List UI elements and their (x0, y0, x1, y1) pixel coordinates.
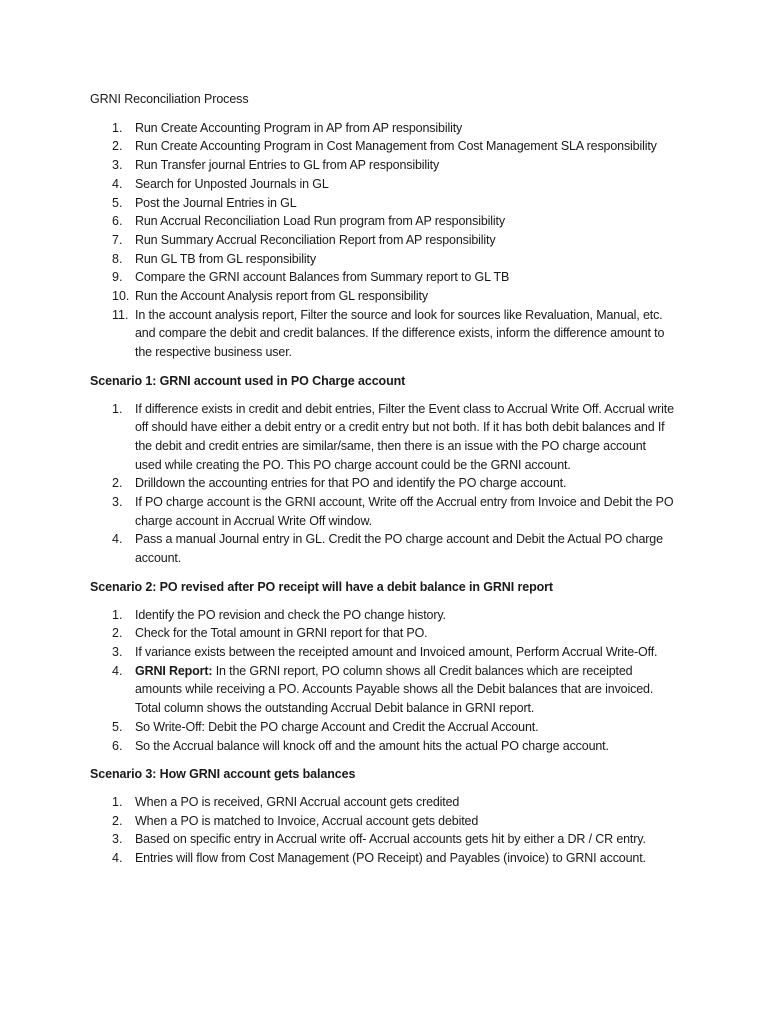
list-text: Entries will flow from Cost Management (PO Receipt) and Payables (invoice) to GRNI account. (135, 851, 646, 866)
list-number: 11. (112, 307, 129, 322)
list-item (90, 474, 708, 493)
list-number: 9. (112, 270, 123, 285)
list-text: So Write-Off: Debit the PO charge Account and Credit the Accrual Account. (135, 719, 539, 734)
list-item (90, 662, 708, 718)
list-number: 1. (112, 794, 123, 809)
process-steps-list (90, 119, 708, 362)
list-number: 2. (112, 626, 123, 641)
list-text: If difference exists in credit and debit entries, Filter the Event class to Accrual Write Off. Accrual write off should have either a debit entry or a credit entry but not both. If it has both debit balances and If the debit and credit entries are similar/same, then there is an issue with the PO charge account used while creating the PO. This PO charge account could be the GRNI account. (135, 401, 674, 472)
list-text (135, 662, 675, 718)
list-text: If PO charge account is the GRNI account, Write off the Accrual entry from Invoice and Debit the PO charge account in Accrual Write Off window. (135, 495, 674, 528)
scenario-2-heading: Scenario 2: PO revised after PO receipt will have a debit balance in GRNI report (90, 579, 553, 594)
list-number: 3. (112, 158, 123, 173)
list-number: 1. (112, 401, 123, 416)
list-item (90, 530, 708, 567)
list-text: Run Transfer journal Entries to GL from AP responsibility (135, 158, 440, 173)
list-number: 7. (112, 232, 123, 247)
list-text: When a PO is matched to Invoice, Accrual account gets debited (135, 813, 479, 828)
list-item (90, 231, 708, 250)
list-text: So the Accrual balance will knock off and the amount hits the actual PO charge account. (135, 738, 609, 753)
list-number: 4. (112, 851, 123, 866)
grni-report-text: In the GRNI report, PO column shows all Credit balances which are receipted amounts while receiving a PO. Accounts Payable shows all the Debit balances that are invoiced. Total column shows the outstanding Accrual Debit balance in GRNI report. (135, 663, 654, 716)
list-item (90, 737, 708, 756)
list-item (90, 830, 708, 849)
list-text: If variance exists between the receipted amount and Invoiced amount, Perform Accrual Write-Off. (135, 644, 658, 659)
list-number: 1. (112, 120, 123, 135)
list-text: Based on specific entry in Accrual write off- Accrual accounts gets hit by either a DR / CR entry. (135, 832, 646, 847)
list-item (90, 268, 708, 287)
list-text: Identify the PO revision and check the PO change history. (135, 607, 446, 622)
list-number: 8. (112, 251, 123, 266)
list-text: Run GL TB from GL responsibility (135, 251, 316, 266)
list-text: Compare the GRNI account Balances from Summary report to GL TB (135, 270, 510, 285)
scenario-3-heading: Scenario 3: How GRNI account gets balances (90, 767, 356, 782)
list-item (90, 624, 708, 643)
list-number: 6. (112, 214, 123, 229)
list-text: Check for the Total amount in GRNI report for that PO. (135, 626, 428, 641)
scenario-3-list (90, 793, 708, 868)
list-number: 2. (112, 813, 123, 828)
list-number: 6. (112, 738, 123, 753)
list-item (90, 306, 708, 362)
list-text: Drilldown the accounting entries for that PO and identify the PO charge account. (135, 476, 567, 491)
list-number: 5. (112, 719, 123, 734)
list-item (90, 643, 708, 662)
grni-report-lead: GRNI Report: (135, 663, 213, 678)
list-text: When a PO is received, GRNI Accrual account gets credited (135, 794, 460, 809)
list-item (90, 250, 708, 269)
list-text: Run Accrual Reconciliation Load Run program from AP responsibility (135, 214, 505, 229)
list-item (90, 194, 708, 213)
scenario-2-list (90, 606, 708, 756)
list-item (90, 119, 708, 138)
list-text: Run Create Accounting Program in AP from AP responsibility (135, 120, 463, 135)
list-item (90, 137, 708, 156)
list-item (90, 812, 708, 831)
list-text: Search for Unposted Journals in GL (135, 176, 329, 191)
list-item (90, 793, 708, 812)
list-text: In the account analysis report, Filter the source and look for sources like Revaluation, Manual, etc. and compare the debit and credit balances. If the difference exists, inform the difference amount to the respective business user. (135, 307, 665, 360)
list-item (90, 849, 708, 868)
list-number: 1. (112, 607, 123, 622)
list-item (90, 718, 708, 737)
list-text: Run Summary Accrual Reconciliation Report from AP responsibility (135, 232, 496, 247)
list-number: 4. (112, 532, 123, 547)
list-item (90, 156, 708, 175)
list-text: Run the Account Analysis report from GL responsibility (135, 289, 428, 304)
list-number: 4. (112, 663, 123, 678)
list-text: Run Create Accounting Program in Cost Management from Cost Management SLA responsibility (135, 139, 657, 154)
list-item (90, 493, 708, 530)
list-number: 3. (112, 644, 123, 659)
list-item (90, 400, 708, 475)
list-item (90, 606, 708, 625)
list-number: 2. (112, 139, 123, 154)
list-number: 3. (112, 495, 123, 510)
list-item (90, 175, 708, 194)
list-text: Post the Journal Entries in GL (135, 195, 297, 210)
list-text: Pass a manual Journal entry in GL. Credit the PO charge account and Debit the Actual PO charge account. (135, 532, 663, 566)
list-number: 4. (112, 176, 123, 191)
list-number: 3. (112, 832, 123, 847)
list-number: 2. (112, 476, 123, 491)
list-number: 10. (112, 289, 130, 304)
scenario-1-heading: Scenario 1: GRNI account used in PO Charge account (90, 373, 406, 388)
document-title: GRNI Reconciliation Process (90, 92, 249, 106)
list-item (90, 212, 708, 231)
list-item (90, 287, 708, 306)
scenario-1-list (90, 400, 708, 568)
list-number: 5. (112, 195, 123, 210)
